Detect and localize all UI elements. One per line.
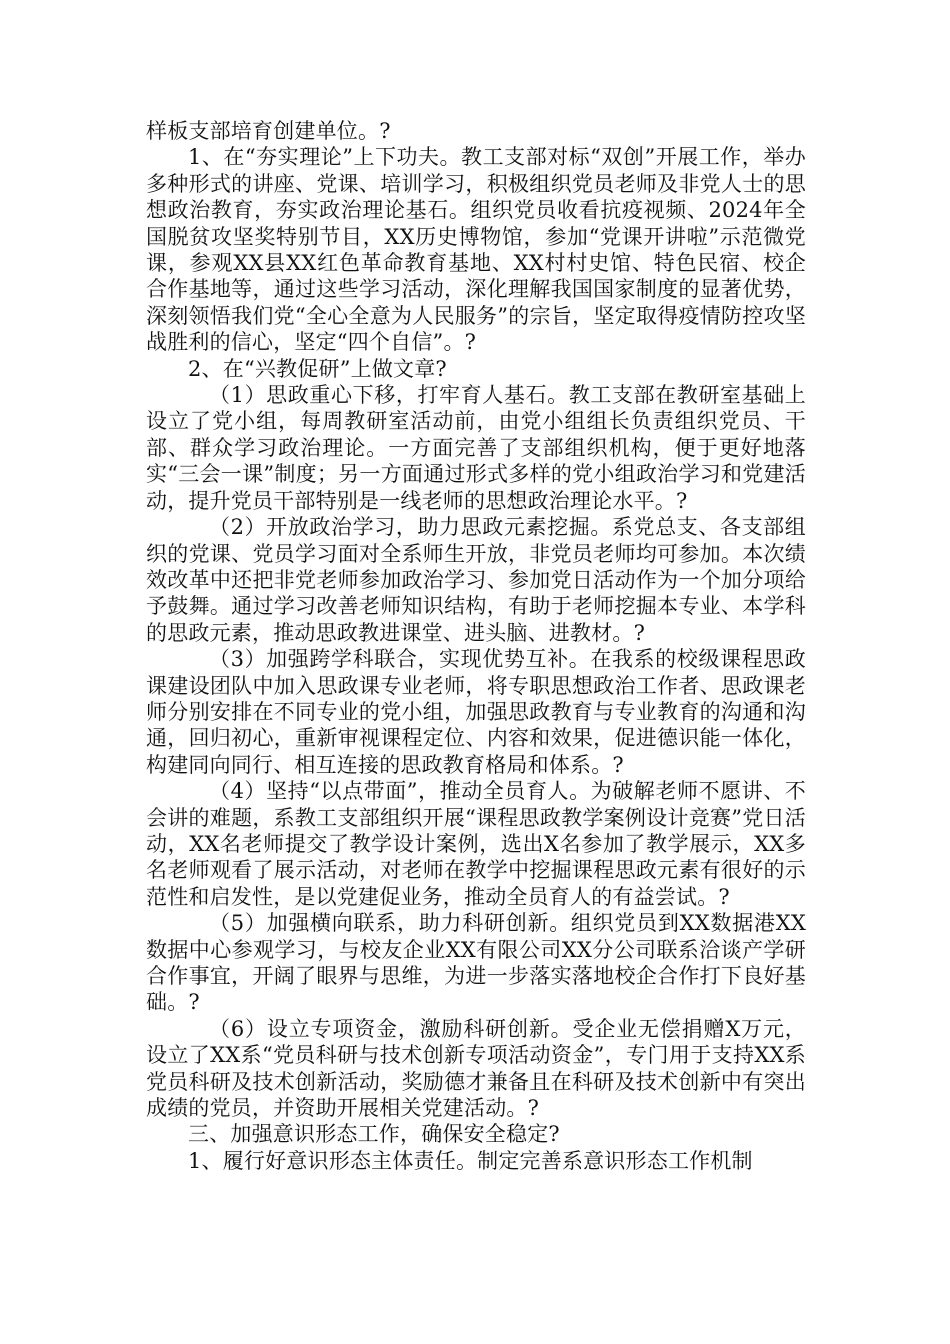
- document-body: [146, 118, 806, 1174]
- paragraph-continuation: 样板支部培育创建单位。?: [146, 119, 391, 143]
- paragraph-heading-ideology: 三、加强意识形态工作，确保安全稳定?: [188, 1122, 560, 1147]
- paragraph-heading-teaching-research: 2、在“兴教促研”上做文章?: [188, 356, 447, 381]
- paragraph-theory: 1、在“夯实理论”上下功夫。教工支部对标“双创”开展工作，举办多种形式的讲座、党课、培训学习，积极组织党员老师及非党人士的思想政治教育，夯实政治理论基石。组织党员收看抗疫视频、2024年全国脱贫攻坚奖特别节目，XX历史博物馆，参加“党课开讲啦”示范微党课，参观XX县XX红色革命教育基地、XX村村史馆、特色民宿、校企合作基地等，通过这些学习活动，深化理解我国国家制度的显著优势，深刻领悟我们党“全心全意为人民服务”的宗旨，坚定取得疫情防控攻坚战胜利的信心，坚定“四个自信”。?: [146, 145, 806, 355]
- paragraph-item-1: （1）思政重心下移，打牢育人基石。教工支部在教研室基础上设立了党小组，每周教研室活动前，由党小组组长负责组织党员、干部、群众学习政治理论。一方面完善了支部组织机构，便于更好地落实“三会一课”制度；另一方面通过形式多样的党小组政治学习和党建活动，提升党员干部特别是一线老师的思想政治理论水平。?: [146, 383, 806, 513]
- paragraph-ideology-responsibility: 1、履行好意识形态主体责任。制定完善系意识形态工作机制: [188, 1148, 753, 1173]
- paragraph-item-6: （6）设立专项资金，激励科研创新。受企业无偿捐赠X万元，设立了XX系“党员科研与技术创新专项活动资金”，专门用于支持XX系党员科研及技术创新活动，奖励德才兼备且在科研及技术创新中有突出成绩的党员，并资助开展相关党建活动。?: [146, 1016, 806, 1121]
- paragraph-item-2: （2）开放政治学习，助力思政元素挖掘。系党总支、各支部组织的党课、党员学习面对全系师生开放，非党员老师均可参加。本次绩效改革中还把非党老师参加政治学习、参加党日活动作为一个加分项给予鼓舞。通过学习改善老师知识结构，有助于老师挖掘本专业、本学科的思政元素，推动思政教进课堂、进头脑、进教材。?: [146, 515, 806, 645]
- paragraph-item-5: （5）加强横向联系，助力科研创新。组织党员到XX数据港XX数据中心参观学习，与校友企业XX有限公司XX分公司联系洽谈产学研合作事宜，开阔了眼界与思维，为进一步落实落地校企合作打下良好基础。?: [146, 911, 806, 1015]
- paragraph-item-3: （3）加强跨学科联合，实现优势互补。在我系的校级课程思政课建设团队中加入思政课专业老师，将专职思想政治工作者、思政课老师分别安排在不同专业的党小组，加强思政教育与专业教育的沟通和沟通，回归初心，重新审视课程定位、内容和效果，促进德识能一体化，构建同向同行、相互连接的思政教育格局和体系。?: [146, 647, 806, 777]
- paragraph-item-4: （4）坚持“以点带面”，推动全员育人。为破解老师不愿讲、不会讲的难题，系教工支部组织开展“课程思政教学案例设计竞赛”党日活动，XX名老师提交了教学设计案例，选出X名参加了教学展示，XX多名老师观看了展示活动，对老师在教学中挖掘课程思政元素有很好的示范性和启发性，是以党建促业务，推动全员育人的有益尝试。?: [146, 779, 806, 909]
